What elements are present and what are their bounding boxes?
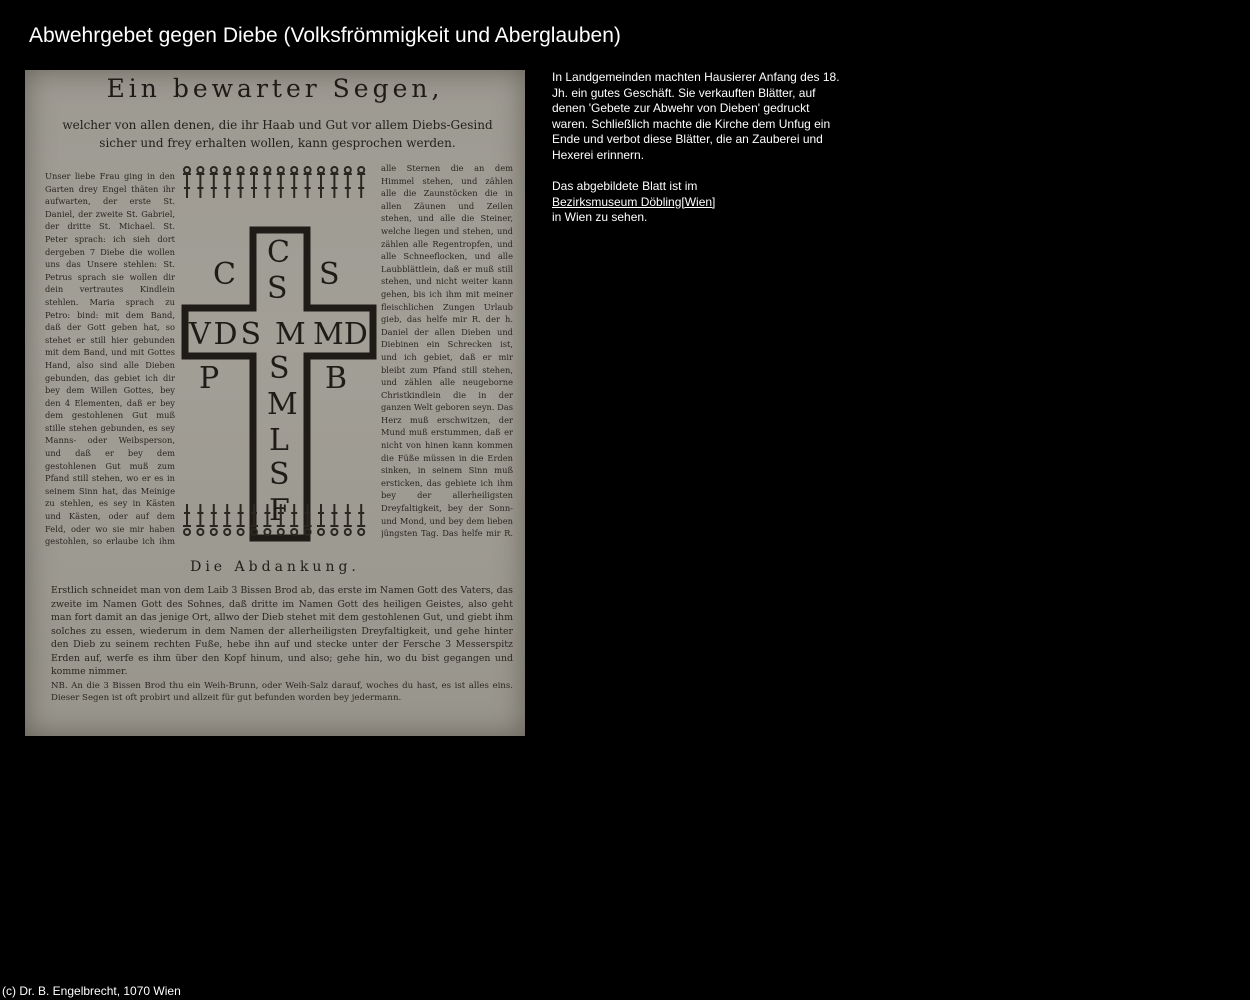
description-paragraph-location [552,179,842,226]
candle-mark [330,504,338,526]
candle-dot [264,167,270,173]
cross-letter: P [199,361,220,396]
prayer-left-column: Unser liebe Frau ging in den Garten drey Engel thäten ihr aufwarten, der erste St. Daniel, der zweite St. Gabriel, der dritte St. Michael. St. Peter sprach: ich sieh dort dergeben 7 Diebe die wollen uns das Unsere stehlen: St. Petrus sprach sie wollen dir dein vertrautes Kindlein stehlen. Maria sprach zu Petro: bind: mit dem Band, daß der Gott geben hat, so stehet er still hier gebunden mit dem Band, und mit Gottes Hand, also sind alle Dieben gebunden, das gebiet ich dir bey dem Willen Gottes, bey den 4 Elementen, daß er bey dem gestohlenen Gut muß stille stehen gebunden, es sey Manns- oder Weibsperson, und daß er bey dem gestohlenen Gut muß zum Pfand still stehen, wo er es in seinem Sinn hat, das Meinige zu stehlen, es sey in Kästen und Kästen, oder auf dem Feld, oder wo sie mir haben gestohlen, so erlaube ich ihm [45,171,175,546]
candle-dot [291,167,297,173]
cross-letter: S [269,351,290,386]
candle-mark [223,174,231,198]
candle-mark [183,504,191,526]
candle-dot [211,529,217,535]
candle-dot [224,529,230,535]
candle-dot [345,529,351,535]
candle-mark [317,174,325,198]
candle-dot [331,529,337,535]
description-paragraph: In Landgemeinden machten Hausierer Anfang des 18. Jh. ein gutes Geschäft. Sie verkauften Blätter, auf denen 'Gebete zur Abwehr von Dieben' gedruckt waren. Schließlich machte die Kirche dem Unfug ein Ende und verbot diese Blätter, die an Zauberei und Hexerei erinnern. [552,70,840,162]
candle-dot [184,529,190,535]
candle-dot [264,529,270,535]
candle-mark [357,174,365,198]
candle-mark [277,174,285,198]
candle-row-top [183,167,365,198]
cross-letter: M [275,317,306,352]
cross-letter: F [269,493,290,528]
page-title: Abwehrgebet gegen Diebe (Volksfrömmigkeit und Aberglauben) [29,24,621,47]
section-heading: Die Abdankung. [190,559,360,575]
document-photo [25,70,525,736]
candle-mark [210,174,218,198]
candle-dot [318,529,324,535]
candle-dot [211,167,217,173]
cross-letter: S [269,457,290,492]
sheet-title: Ein bewarter Segen, [106,74,444,103]
abdankung-text: Erstlich schneidet man von dem Laib 3 Bissen Brod ab, das erste im Namen Gott des Vaters, das zweite im Namen Gott des Sohnes, daß dritte im Namen Gott des heiligen Geistes, also geht man fort damit an das jenige Ort, allwo der Dieb stehet mit dem gestohlenen Gut, und giebt ihm solches zu essen, wiederum in dem Namen der allerheiligsten Dreyfaltigkeit, und gehe hinter den Dieb zu seinem rechten Fuße, hebe ihn auf und stecke unter der Fersche 3 Messerspitz Erden auf, werfe es ihm über den Kopf hinum, und also; gehe hin, wo du bist gegangen und komme nimmer. [51,585,513,676]
location-suffix: in Wien zu sehen. [552,210,648,225]
printed-sheet [25,70,525,736]
cross-letter: M [267,387,298,422]
location-prefix: Das abgebildete Blatt ist im [552,179,698,194]
candle-mark [196,504,204,526]
description [552,70,842,226]
cross-letter: VDS [189,317,261,352]
candle-dot [358,167,364,173]
candle-dot [197,529,203,535]
candle-dot [318,167,324,173]
candle-dot [345,167,351,173]
cross-letter: MD [313,317,368,352]
museum-link[interactable]: Bezirksmuseum Döbling[Wien] [552,194,716,209]
cross-letter: S [267,271,288,306]
candle-mark [183,174,191,198]
candle-mark [344,174,352,198]
candle-dot [197,167,203,173]
candle-mark [210,504,218,526]
prayer-right-column: alle Sternen die an dem Himmel stehen, und zählen alle die Zaunstöcken die in allen Zäunen und Zeilen stehen, und alle die Steiner, welche liegen und stehen, und zählen alle Regentropfen, und alle Schneeflocken, und alle Laubblättlein, daß er muß still stehen, und nicht weiter kann gehen, bis ich ihm mit meiner fleischlichen Zungen Urlaub gieb, das helfe mir R. der h. Daniel der allen Dieben und Diebinen ein Schrecken ist, und ich gebiet, daß er mir bleibt zum Pfand still stehen, und zählen alle neugeborne Christkindlein die in der ganzen Welt geboren seyn. Das Herz muß erschwitzen, der Mund muß erstummen, daß er nicht von hinen kann kommen die Füße müssen in die Erden sinken, in seinem Sinn muß ersticken, das gebiete ich ihm bey der allerheiligsten Dreyfaltigkeit, bey der Sonn- und Mond, und bey dem lieben jüngsten Tag. Das helfe mir R. [381,163,513,539]
candle-mark [344,504,352,526]
candle-dot [278,529,284,535]
copyright-footer: (c) Dr. B. Engelbrecht, 1070 Wien [2,984,181,998]
candle-dot [251,167,257,173]
cross-letter: C [213,257,236,292]
candle-dot [331,167,337,173]
cross-letter: B [325,361,348,396]
candle-mark [317,504,325,526]
cross-letter: C [267,235,290,270]
candle-dot [358,529,364,535]
cross-letter: S [319,257,340,292]
candle-dot [305,167,311,173]
note-text: NB. An die 3 Bissen Brod thu ein Weih-Brunn, oder Weih-Salz darauf, woches du hast, es ist alles eins. Dieser Segen ist oft probirt und allzeit für gut befunden worden bey jedermann. [51,681,513,703]
candle-dot [184,167,190,173]
candle-mark [290,174,298,198]
candle-mark [237,174,245,198]
candle-mark [330,174,338,198]
candle-mark [250,174,258,198]
candle-dot [238,167,244,173]
candle-dot [278,167,284,173]
candle-mark [237,504,245,526]
candle-dot [238,529,244,535]
candle-mark [263,174,271,198]
candle-mark [290,504,298,526]
candle-mark [357,504,365,526]
candle-dot [291,529,297,535]
candle-dot [224,167,230,173]
sheet-subtitle: welcher von allen denen, die ihr Haab und Gut vor allem Diebs-Gesind sicher und frey erhalten wollen, kann gesprochen werden. [62,118,493,150]
cross-figure [175,160,383,550]
candle-mark [223,504,231,526]
candle-mark [196,174,204,198]
candle-mark [304,174,312,198]
cross-letter: L [269,423,289,458]
